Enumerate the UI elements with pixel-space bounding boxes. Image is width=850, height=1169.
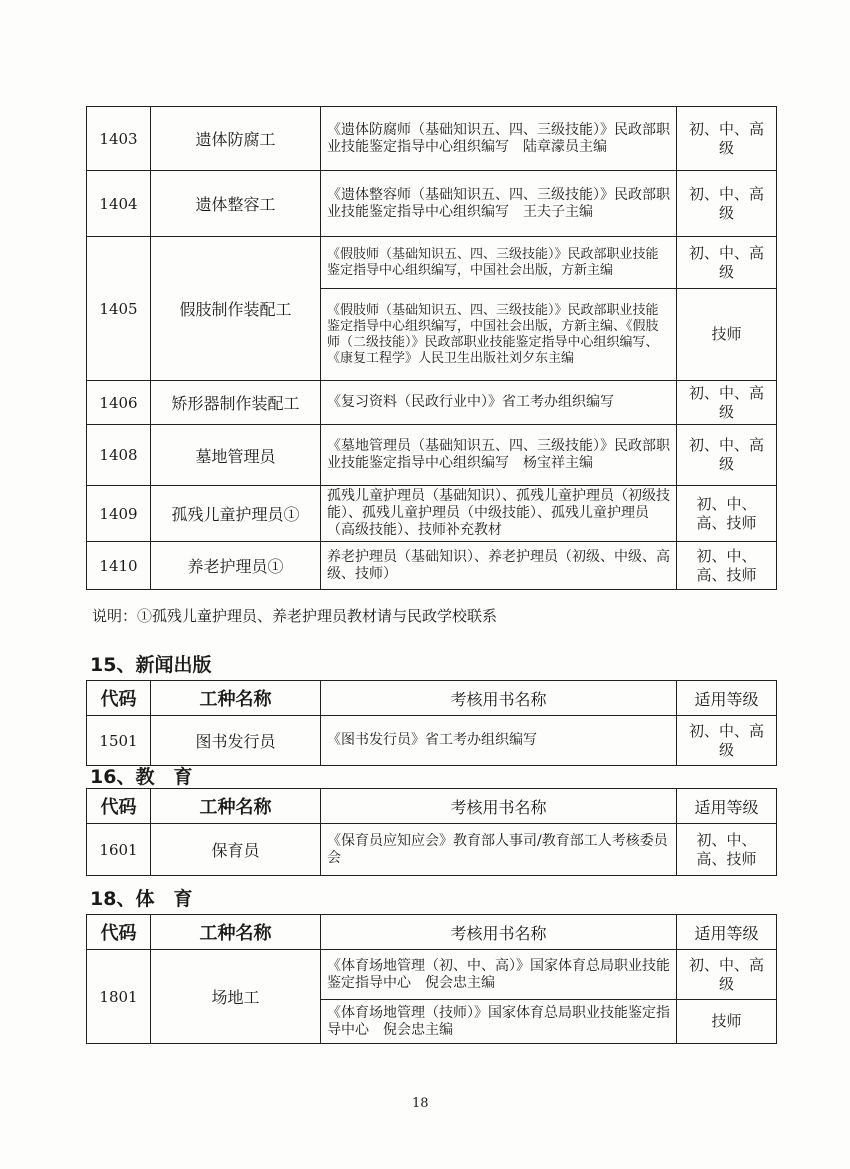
section-heading: 15、新闻出版 xyxy=(90,654,212,676)
table-row xyxy=(87,171,777,237)
occupation-name-cell: 图书发行员 xyxy=(151,716,321,766)
level-cell: 初、中、高级 xyxy=(677,381,777,425)
table-row xyxy=(87,237,777,289)
level-cell: 初、中、高、技师 xyxy=(677,542,777,590)
level-cell: 技师 xyxy=(677,1000,777,1044)
table-row xyxy=(87,950,777,1000)
table-row xyxy=(87,824,777,876)
header-level: 适用等级 xyxy=(677,681,777,716)
level-cell: 初、中、高、技师 xyxy=(677,486,777,542)
table-row xyxy=(87,716,777,766)
table-header-row xyxy=(87,681,777,716)
table-row xyxy=(87,486,777,542)
occupation-name-cell: 孤残儿童护理员① xyxy=(151,486,321,542)
level-cell: 初、中、高级 xyxy=(677,171,777,237)
level-cell: 初、中、高级 xyxy=(677,425,777,486)
code-cell: 1601 xyxy=(87,824,151,876)
book-cell: 《假肢师（基础知识五、四、三级技能）》民政部职业技能鉴定指导中心组织编写，中国社会出版，方新主编 xyxy=(321,237,677,289)
level-cell: 技师 xyxy=(677,289,777,381)
occupation-name-cell: 遗体防腐工 xyxy=(151,107,321,171)
book-cell: 孤残儿童护理员（基础知识）、孤残儿童护理员（初级技能）、孤残儿童护理员（中级技能）、孤残儿童护理员（高级技能）、技师补充教材 xyxy=(321,486,677,542)
civil-affairs-table xyxy=(86,106,777,590)
section-heading: 16、教 育 xyxy=(90,766,193,788)
level-cell: 初、中、高级 xyxy=(677,950,777,1000)
code-cell: 1408 xyxy=(87,425,151,486)
sports-table xyxy=(86,914,777,1044)
footnote: 说明：①孤残儿童护理员、养老护理员教材请与民政学校联系 xyxy=(92,607,498,625)
header-code: 代码 xyxy=(87,915,151,950)
table-row xyxy=(87,107,777,171)
header-code: 代码 xyxy=(87,789,151,824)
header-book: 考核用书名称 xyxy=(321,915,677,950)
code-cell: 1409 xyxy=(87,486,151,542)
occupation-name-cell: 场地工 xyxy=(151,950,321,1044)
header-level: 适用等级 xyxy=(677,789,777,824)
header-code: 代码 xyxy=(87,681,151,716)
book-cell: 养老护理员（基础知识）、养老护理员（初级、中级、高级、技师） xyxy=(321,542,677,590)
book-cell: 《墓地管理员（基础知识五、四、三级技能）》民政部职业技能鉴定指导中心组织编写 杨宝祥主编 xyxy=(321,425,677,486)
book-cell: 《保育员应知应会》教育部人事司/教育部工人考核委员会 xyxy=(321,824,677,876)
code-cell: 1405 xyxy=(87,237,151,381)
header-name: 工种名称 xyxy=(151,915,321,950)
code-cell: 1406 xyxy=(87,381,151,425)
header-book: 考核用书名称 xyxy=(321,681,677,716)
book-cell: 《图书发行员》省工考办组织编写 xyxy=(321,716,677,766)
header-level: 适用等级 xyxy=(677,915,777,950)
book-cell: 《复习资料（民政行业中）》省工考办组织编写 xyxy=(321,381,677,425)
level-cell: 初、中、高级 xyxy=(677,107,777,171)
table-header-row xyxy=(87,915,777,950)
occupation-name-cell: 保育员 xyxy=(151,824,321,876)
book-cell: 《体育场地管理（技师）》国家体育总局职业技能鉴定指导中心 倪会忠主编 xyxy=(321,1000,677,1044)
table-row xyxy=(87,542,777,590)
level-cell: 初、中、高级 xyxy=(677,237,777,289)
code-cell: 1404 xyxy=(87,171,151,237)
book-cell: 《遗体防腐师（基础知识五、四、三级技能）》民政部职业技能鉴定指导中心组织编写 陆章濛员主编 xyxy=(321,107,677,171)
level-cell: 初、中、高、技师 xyxy=(677,824,777,876)
header-book: 考核用书名称 xyxy=(321,789,677,824)
header-name: 工种名称 xyxy=(151,681,321,716)
code-cell: 1801 xyxy=(87,950,151,1044)
code-cell: 1403 xyxy=(87,107,151,171)
header-name: 工种名称 xyxy=(151,789,321,824)
book-cell: 《体育场地管理（初、中、高）》国家体育总局职业技能鉴定指导中心 倪会忠主编 xyxy=(321,950,677,1000)
table-row xyxy=(87,381,777,425)
section-heading: 18、体 育 xyxy=(90,888,193,910)
occupation-name-cell: 养老护理员① xyxy=(151,542,321,590)
page-number: 18 xyxy=(412,1096,429,1111)
occupation-name-cell: 遗体整容工 xyxy=(151,171,321,237)
table-row xyxy=(87,425,777,486)
table-header-row xyxy=(87,789,777,824)
level-cell: 初、中、高级 xyxy=(677,716,777,766)
occupation-name-cell: 假肢制作装配工 xyxy=(151,237,321,381)
press-publishing-table xyxy=(86,680,777,766)
occupation-name-cell: 矫形器制作装配工 xyxy=(151,381,321,425)
code-cell: 1501 xyxy=(87,716,151,766)
education-table xyxy=(86,788,777,876)
code-cell: 1410 xyxy=(87,542,151,590)
occupation-name-cell: 墓地管理员 xyxy=(151,425,321,486)
book-cell: 《遗体整容师（基础知识五、四、三级技能）》民政部职业技能鉴定指导中心组织编写 王夫子主编 xyxy=(321,171,677,237)
book-cell: 《假肢师（基础知识五、四、三级技能）》民政部职业技能鉴定指导中心组织编写，中国社会出版，方新主编、《假肢师（二级技能）》民政部职业技能鉴定指导中心组织编写、《康复工程学》人民卫生出版社刘夕东主编 xyxy=(321,289,677,381)
